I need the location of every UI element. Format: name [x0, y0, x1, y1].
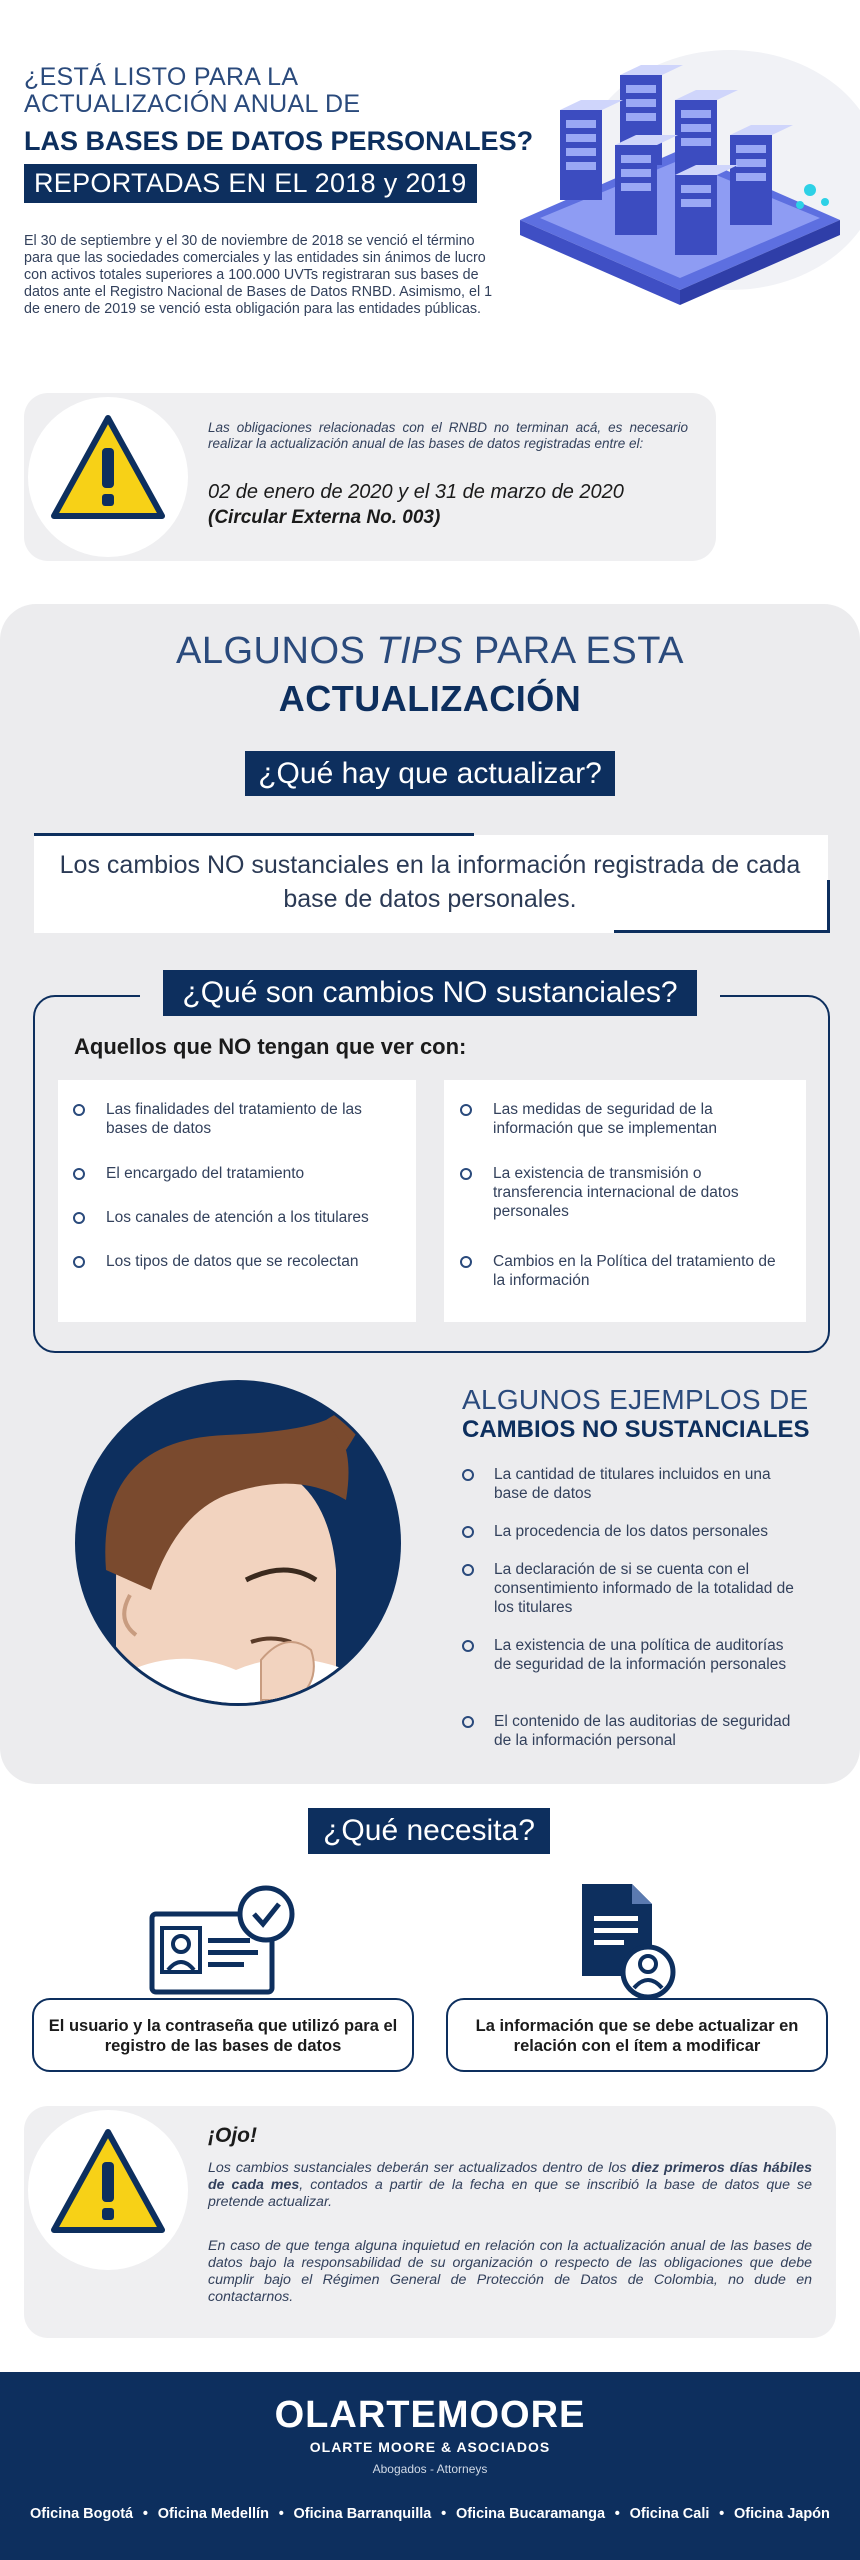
separator-dot-icon: •	[614, 2506, 620, 2522]
server-database-icon	[500, 20, 860, 310]
ojo-title: ¡Ojo!	[208, 2124, 257, 2147]
answer-line-side	[827, 880, 830, 933]
what-to-update-heading: ¿Qué hay que actualizar?	[245, 751, 615, 796]
company-tagline: Abogados - Attorneys	[372, 2462, 488, 2476]
hero-question: ¿ESTÁ LISTO PARA LA ACTUALIZACIÓN ANUAL DE	[24, 63, 361, 118]
answer-line-bottom	[614, 930, 828, 933]
bullet-icon	[460, 1104, 472, 1116]
intro-text: Aquellos que NO tengan que ver con:	[74, 1034, 467, 1059]
answer-text: Los cambios NO sustanciales en la información registrada de cada base de datos personales.	[59, 851, 801, 913]
list-item: Cambios en la Política del tratamiento de la información	[493, 1253, 776, 1289]
bullet-icon	[462, 1640, 474, 1652]
list-item: El contenido de las auditorias de seguridad de la información personal	[494, 1713, 791, 1749]
tips-heading: ALGUNOS TIPS PARA ESTA	[176, 630, 684, 672]
list-item: La cantidad de titulares incluidos en una base de datos	[494, 1466, 771, 1502]
hero-band: REPORTADAS EN EL 2018 y 2019	[24, 164, 477, 203]
separator-dot-icon: •	[441, 2506, 447, 2522]
document-user-icon	[576, 1880, 676, 2000]
thinking-person-icon	[56, 1380, 420, 1706]
office-link[interactable]: Oficina Barranquilla	[293, 2506, 432, 2522]
separator-dot-icon: •	[278, 2506, 284, 2522]
bullet-icon	[462, 1526, 474, 1538]
need-item-1-text: El usuario y la contraseña que utilizó para el registro de las bases de datos	[48, 2017, 398, 2055]
bullet-icon	[73, 1256, 85, 1268]
bullet-icon	[73, 1212, 85, 1224]
id-card-check-icon	[148, 1884, 298, 1996]
list-item: La existencia de una política de auditorías de seguridad de la información personales	[494, 1637, 787, 1673]
company-name: OLARTE MOORE & ASOCIADOS	[309, 2439, 551, 2455]
warning-dates: 02 de enero de 2020 y el 31 de marzo de 2020 (Circular Externa No. 003)	[208, 481, 624, 528]
office-link[interactable]: Oficina Japón	[734, 2506, 830, 2522]
hero-question-bold: LAS BASES DE DATOS PERSONALES?	[24, 126, 534, 156]
warning-icon	[48, 2126, 168, 2238]
list-item: La procedencia de los datos personales	[494, 1523, 769, 1540]
examples-heading-bold: CAMBIOS NO SUSTANCIALES	[462, 1416, 810, 1443]
tips-heading-bold: ACTUALIZACIÓN	[278, 678, 582, 719]
warning-icon	[48, 412, 168, 524]
need-item-2-text: La información que se debe actualizar en relación con el ítem a modificar	[475, 2017, 799, 2055]
office-link[interactable]: Oficina Bogotá	[30, 2506, 134, 2522]
needs-heading: ¿Qué necesita?	[308, 1808, 550, 1854]
examples-heading: ALGUNOS EJEMPLOS DE	[462, 1384, 809, 1415]
answer-line-top	[34, 833, 474, 836]
bullet-icon	[73, 1104, 85, 1116]
list-item: Las medidas de seguridad de la información que se implementan	[493, 1101, 718, 1137]
bullet-icon	[462, 1716, 474, 1728]
list-item: Los tipos de datos que se recolectan	[106, 1253, 359, 1270]
ojo-paragraph-1: Los cambios sustanciales deberán ser actualizados dentro de los diez primeros días hábiles de cada mes, contados a partir de la fecha en que se inscribió la base de datos que se pretende actualizar.	[208, 2160, 812, 2210]
company-logo: OLARTEMOORE	[274, 2394, 586, 2436]
list-item: El encargado del tratamiento	[106, 1165, 305, 1182]
office-link[interactable]: Oficina Bucaramanga	[455, 2506, 606, 2522]
offices-list	[30, 2506, 830, 2522]
bullet-icon	[460, 1168, 472, 1180]
warning-text: Las obligaciones relacionadas con el RNBD no terminan acá, es necesario realizar la actualización anual de las bases de datos registradas entre el:	[208, 420, 688, 451]
ojo-paragraph-2: En caso de que tenga alguna inquietud en relación con la actualización anual de las bases de datos bajo la responsabilidad de su organización o respecto de las obligaciones que debe cumplir bajo el Régimen General de Protección de Datos de Colombia, no dude en contactarnos.	[208, 2238, 812, 2305]
list-item: Las finalidades del tratamiento de las bases de datos	[106, 1101, 362, 1137]
bullet-icon	[462, 1564, 474, 1576]
bullet-icon	[462, 1469, 474, 1481]
separator-dot-icon: •	[142, 2506, 148, 2522]
list-item: La declaración de si se cuenta con el consentimiento informado de la totalidad de los titulares	[494, 1561, 794, 1616]
separator-dot-icon: •	[719, 2506, 725, 2522]
office-link[interactable]: Oficina Cali	[629, 2506, 710, 2522]
list-item: Los canales de atención a los titulares	[106, 1209, 369, 1226]
what-are-heading: ¿Qué son cambios NO sustanciales?	[163, 970, 697, 1016]
office-link[interactable]: Oficina Medellín	[157, 2506, 269, 2522]
bullet-icon	[73, 1168, 85, 1180]
list-item: La existencia de transmisión o transferencia internacional de datos personales	[493, 1165, 739, 1220]
bullet-icon	[460, 1256, 472, 1268]
hero-paragraph: El 30 de septiembre y el 30 de noviembre de 2018 se venció el término para que las sociedades comerciales y las entidades sin ánimos de lucro con activos totales superiores a 100.000 UVTs registraran sus bases de datos ante el Registro Nacional de Bases de Datos RNBD. Asimismo, el 1 de enero de 2019 se venció esta obligación para las entidades públicas.	[24, 233, 493, 317]
